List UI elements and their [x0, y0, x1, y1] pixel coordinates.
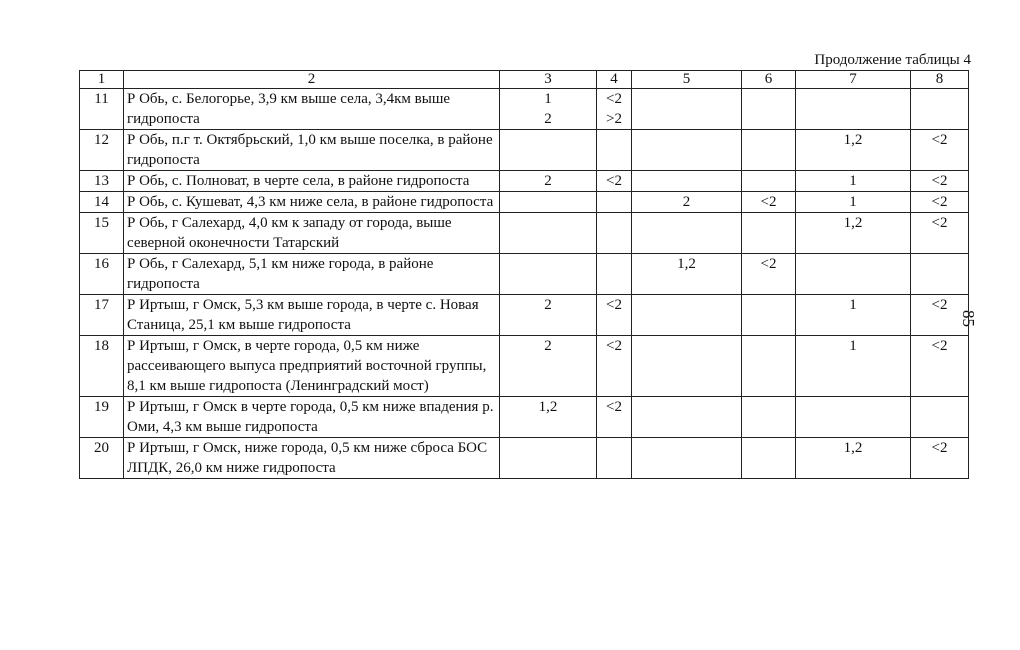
header-cell: 6 — [742, 71, 796, 89]
cell-col4 — [597, 438, 632, 479]
cell-col4 — [597, 192, 632, 213]
row-number: 16 — [80, 254, 124, 295]
row-number: 18 — [80, 336, 124, 397]
row-description: Р Иртыш, г Омск в черте города, 0,5 км ниже впадения р. Оми, 4,3 км выше гидропоста — [124, 397, 500, 438]
cell-col8: <2 — [911, 438, 969, 479]
cell-col5 — [632, 89, 742, 130]
cell-col8: <2 — [911, 213, 969, 254]
cell-col6 — [742, 438, 796, 479]
header-cell: 8 — [911, 71, 969, 89]
header-cell: 7 — [796, 71, 911, 89]
cell-col4: <2 — [597, 295, 632, 336]
cell-col4 — [597, 130, 632, 171]
row-number: 17 — [80, 295, 124, 336]
table-row — [80, 171, 969, 192]
cell-col5 — [632, 130, 742, 171]
cell-col7: 1 — [796, 295, 911, 336]
table-caption: Продолжение таблицы 4 — [814, 52, 971, 68]
cell-col8: <2 — [911, 192, 969, 213]
cell-col5 — [632, 397, 742, 438]
table-row — [80, 213, 969, 254]
cell-col8: <2 — [911, 295, 969, 336]
row-number: 14 — [80, 192, 124, 213]
table-row — [80, 89, 969, 130]
table-row — [80, 438, 969, 479]
cell-col8: <2 — [911, 336, 969, 397]
cell-col5 — [632, 213, 742, 254]
cell-col4 — [597, 213, 632, 254]
cell-value: 1 — [544, 91, 552, 107]
row-number: 11 — [80, 89, 124, 130]
row-number: 13 — [80, 171, 124, 192]
cell-col5 — [632, 295, 742, 336]
cell-col7 — [796, 89, 911, 130]
cell-col5: 2 — [632, 192, 742, 213]
row-description: Р Обь, с. Кушеват, 4,3 км ниже села, в районе гидропоста — [124, 192, 500, 213]
cell-col7: 1,2 — [796, 130, 911, 171]
header-row — [80, 71, 969, 89]
cell-col3 — [500, 213, 597, 254]
cell-col6 — [742, 397, 796, 438]
table-row — [80, 192, 969, 213]
table-row — [80, 336, 969, 397]
cell-col6 — [742, 89, 796, 130]
cell-col6 — [742, 336, 796, 397]
data-table — [79, 70, 969, 479]
cell-col7: 1 — [796, 192, 911, 213]
row-number: 12 — [80, 130, 124, 171]
cell-col4 — [597, 254, 632, 295]
cell-col4: <2 — [597, 171, 632, 192]
cell-col5: 1,2 — [632, 254, 742, 295]
table-row — [80, 397, 969, 438]
row-description: Р Иртыш, г Омск, 5,3 км выше города, в черте с. Новая Станица, 25,1 км выше гидропоста — [124, 295, 500, 336]
cell-value: <2 — [606, 91, 622, 107]
cell-col6: <2 — [742, 192, 796, 213]
cell-col7: 1,2 — [796, 213, 911, 254]
row-description: Р Обь, п.г т. Октябрьский, 1,0 км выше поселка, в районе гидропоста — [124, 130, 500, 171]
cell-col3 — [500, 130, 597, 171]
cell-col3 — [500, 438, 597, 479]
cell-col3: 2 — [500, 295, 597, 336]
header-cell: 4 — [597, 71, 632, 89]
cell-col7 — [796, 254, 911, 295]
cell-col3: 2 — [500, 336, 597, 397]
header-cell: 1 — [80, 71, 124, 89]
row-description: Р Обь, г Салехард, 4,0 км к западу от города, выше северной оконечности Татарский — [124, 213, 500, 254]
cell-col3 — [500, 192, 597, 213]
cell-col7: 1 — [796, 336, 911, 397]
table-row — [80, 130, 969, 171]
cell-col8 — [911, 254, 969, 295]
cell-col6: <2 — [742, 254, 796, 295]
cell-col6 — [742, 130, 796, 171]
row-description: Р Обь, г Салехард, 5,1 км ниже города, в районе гидропоста — [124, 254, 500, 295]
header-cell: 3 — [500, 71, 597, 89]
cell-col7 — [796, 397, 911, 438]
cell-col3 — [500, 254, 597, 295]
cell-col5 — [632, 336, 742, 397]
header-cell: 5 — [632, 71, 742, 89]
row-description: Р Обь, с. Полноват, в черте села, в районе гидропоста — [124, 171, 500, 192]
row-description: Р Иртыш, г Омск, в черте города, 0,5 км ниже рассеивающего выпуса предприятий восточной группы, 8,1 км выше гидропоста (Ленинградский мост) — [124, 336, 500, 397]
row-number: 20 — [80, 438, 124, 479]
cell-col6 — [742, 171, 796, 192]
cell-col3 — [500, 89, 597, 130]
cell-col6 — [742, 295, 796, 336]
cell-col8 — [911, 397, 969, 438]
cell-col3: 1,2 — [500, 397, 597, 438]
page-number: 85 — [959, 310, 978, 327]
cell-col4 — [597, 89, 632, 130]
cell-col8: <2 — [911, 171, 969, 192]
row-number: 19 — [80, 397, 124, 438]
table-row — [80, 295, 969, 336]
row-number: 15 — [80, 213, 124, 254]
cell-value: >2 — [606, 111, 622, 127]
cell-col3: 2 — [500, 171, 597, 192]
cell-col8: <2 — [911, 130, 969, 171]
cell-col6 — [742, 213, 796, 254]
header-cell: 2 — [124, 71, 500, 89]
cell-col8 — [911, 89, 969, 130]
row-description: Р Иртыш, г Омск, ниже города, 0,5 км ниже сброса БОС ЛПДК, 26,0 км ниже гидропоста — [124, 438, 500, 479]
cell-col4: <2 — [597, 336, 632, 397]
table-row — [80, 254, 969, 295]
cell-col7: 1,2 — [796, 438, 911, 479]
cell-col5 — [632, 171, 742, 192]
cell-col4: <2 — [597, 397, 632, 438]
cell-value: 2 — [544, 111, 552, 127]
cell-col5 — [632, 438, 742, 479]
cell-col7: 1 — [796, 171, 911, 192]
row-description: Р Обь, с. Белогорье, 3,9 км выше села, 3,4км выше гидропоста — [124, 89, 500, 130]
